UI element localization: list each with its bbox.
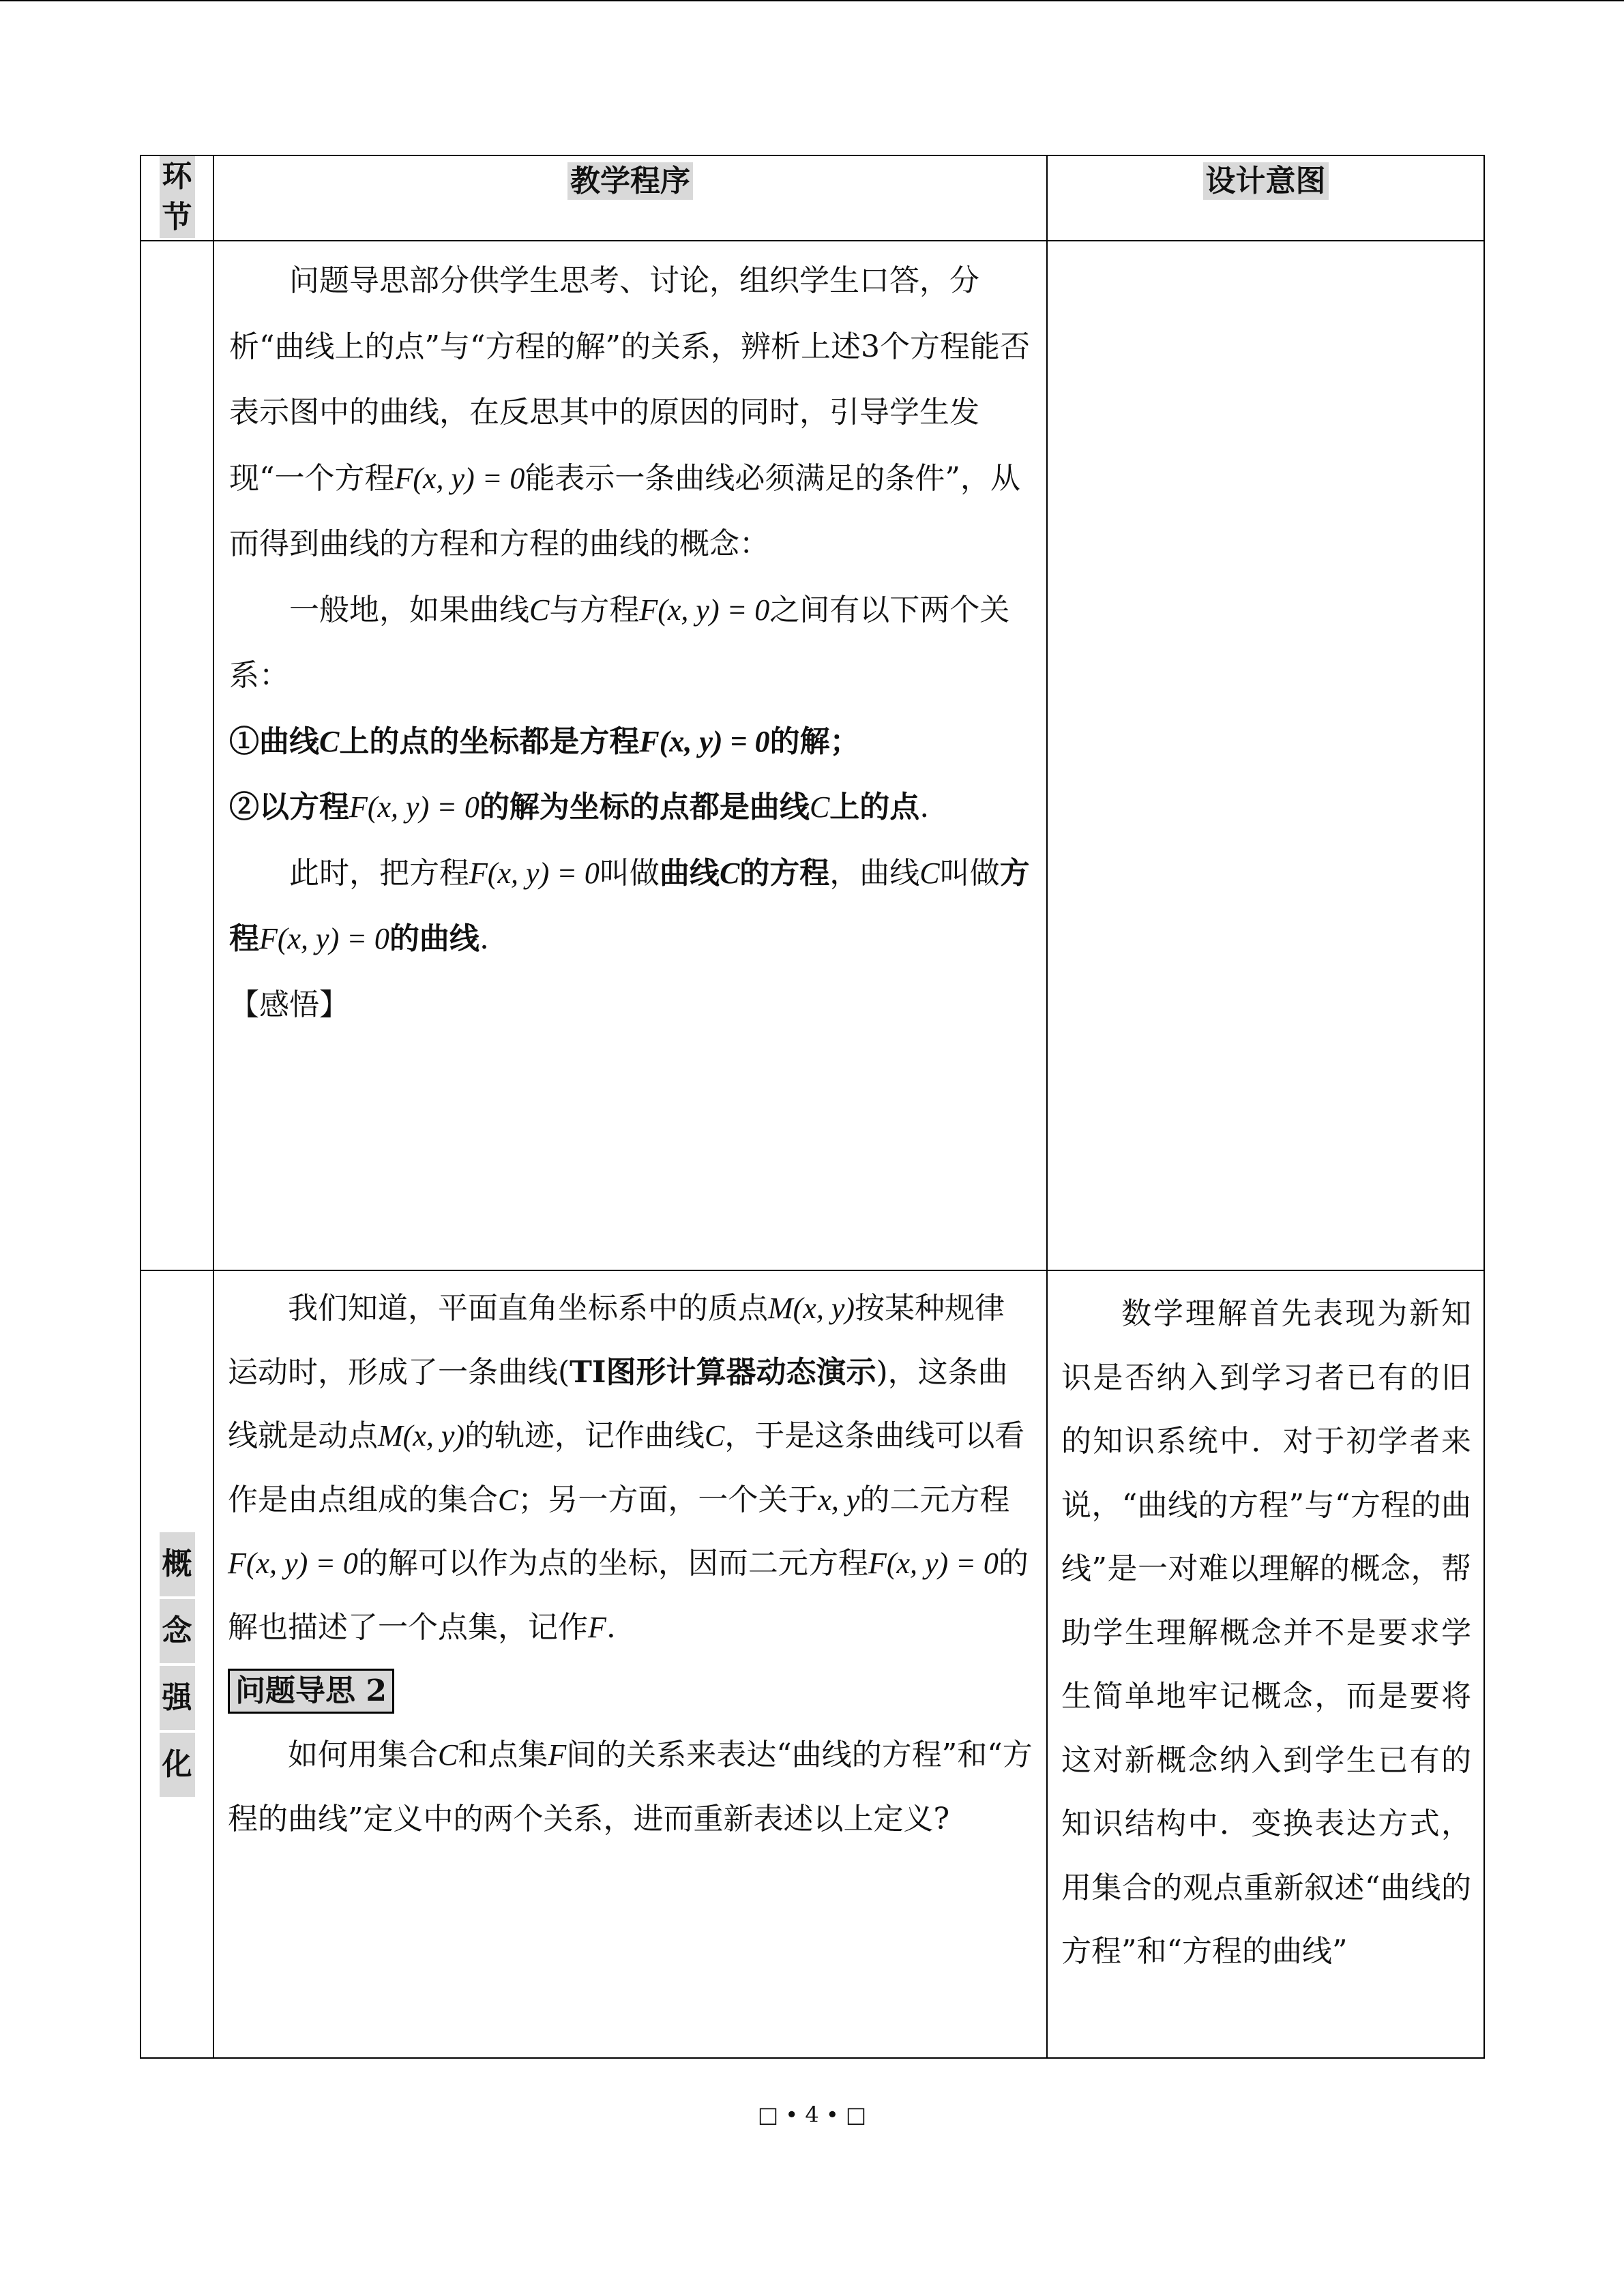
paragraph: 此时，把方程F(x, y) = 0叫做曲线C的方程，曲线C叫做方程F(x, y) = 0的曲线.	[229, 855, 1030, 956]
stage-cell	[141, 1270, 213, 2058]
stage-char: 念	[160, 1599, 195, 1663]
procedure-cell	[213, 1270, 1047, 2058]
header-intent: 设计意图	[1047, 155, 1484, 241]
paragraph: 如何用集合C和点集F间的关系来表达“曲线的方程”和“方程的曲线”定义中的两个关系，进而重新表述以上定义?	[228, 1738, 1033, 1836]
page-number: □ • 4 • □	[757, 2102, 867, 2128]
table-header-row	[141, 155, 1484, 241]
condition-2: ②以方程F(x, y) = 0的解为坐标的点都是曲线C上的点.	[229, 790, 930, 824]
intent-text: 数学理解首先表现为新知识是否纳入到学习者已有的旧的知识系统中．对于初学者来说，“曲线的方程”与“方程的曲线”是一对难以理解的概念，帮助学生理解概念并不是要求学生简单地牢记概念，而是要将这对新概念纳入到学生已有的知识结构中．变换表达方式，用集合的观点重新叙述“曲线的方程”和“方程的曲线”	[1061, 1296, 1471, 1969]
stage-char: 强	[160, 1666, 195, 1730]
procedure-cell	[213, 241, 1047, 1270]
paragraph: 我们知道，平面直角坐标系中的质点M(x, y)按某种规律运动时，形成了一条曲线(TI图形计算器动态演示)，这条曲线就是动点M(x, y)的轨迹，记作曲线C，于是这条曲线可以看作是由点组成的集合C；另一方面，一个关于x, y的二元方程F(x, y) = 0的解可以作为点的坐标，因而二元方程F(x, y) = 0的解也描述了一个点集，记作F.	[228, 1291, 1029, 1645]
intent-cell-empty	[1047, 241, 1484, 1270]
stage-char: 化	[160, 1733, 195, 1797]
paragraph: 一般地，如果曲线C与方程F(x, y) = 0之间有以下两个关系：	[229, 592, 1010, 693]
header-stage	[141, 155, 213, 241]
condition-1: ①曲线C上的点的坐标都是方程F(x, y) = 0的解；	[229, 724, 860, 759]
page-top-border	[0, 0, 1624, 1]
paragraph: 问题导思部分供学生思考、讨论，组织学生口答，分析“曲线上的点”与“方程的解”的关系，辨析上述3个方程能否表示图中的曲线，在反思其中的原因的同时，引导学生发现“一个方程F(x, y) = 0能表示一条曲线必须满足的条件”，从而得到曲线的方程和方程的曲线的概念：	[229, 263, 1030, 561]
header-stage-char: 节	[160, 197, 195, 238]
stage-cell-empty	[141, 241, 213, 1270]
header-procedure: 教学程序	[213, 155, 1047, 241]
intent-cell	[1047, 1270, 1484, 2058]
header-stage-char: 环	[160, 156, 195, 197]
lesson-table	[140, 155, 1485, 2059]
stage-char: 概	[160, 1532, 195, 1596]
reflection-label: 【感悟】	[229, 987, 349, 1022]
table-row	[141, 1270, 1484, 2058]
table-row	[141, 241, 1484, 1270]
guide-question-label: 问题导思 2	[228, 1669, 394, 1714]
